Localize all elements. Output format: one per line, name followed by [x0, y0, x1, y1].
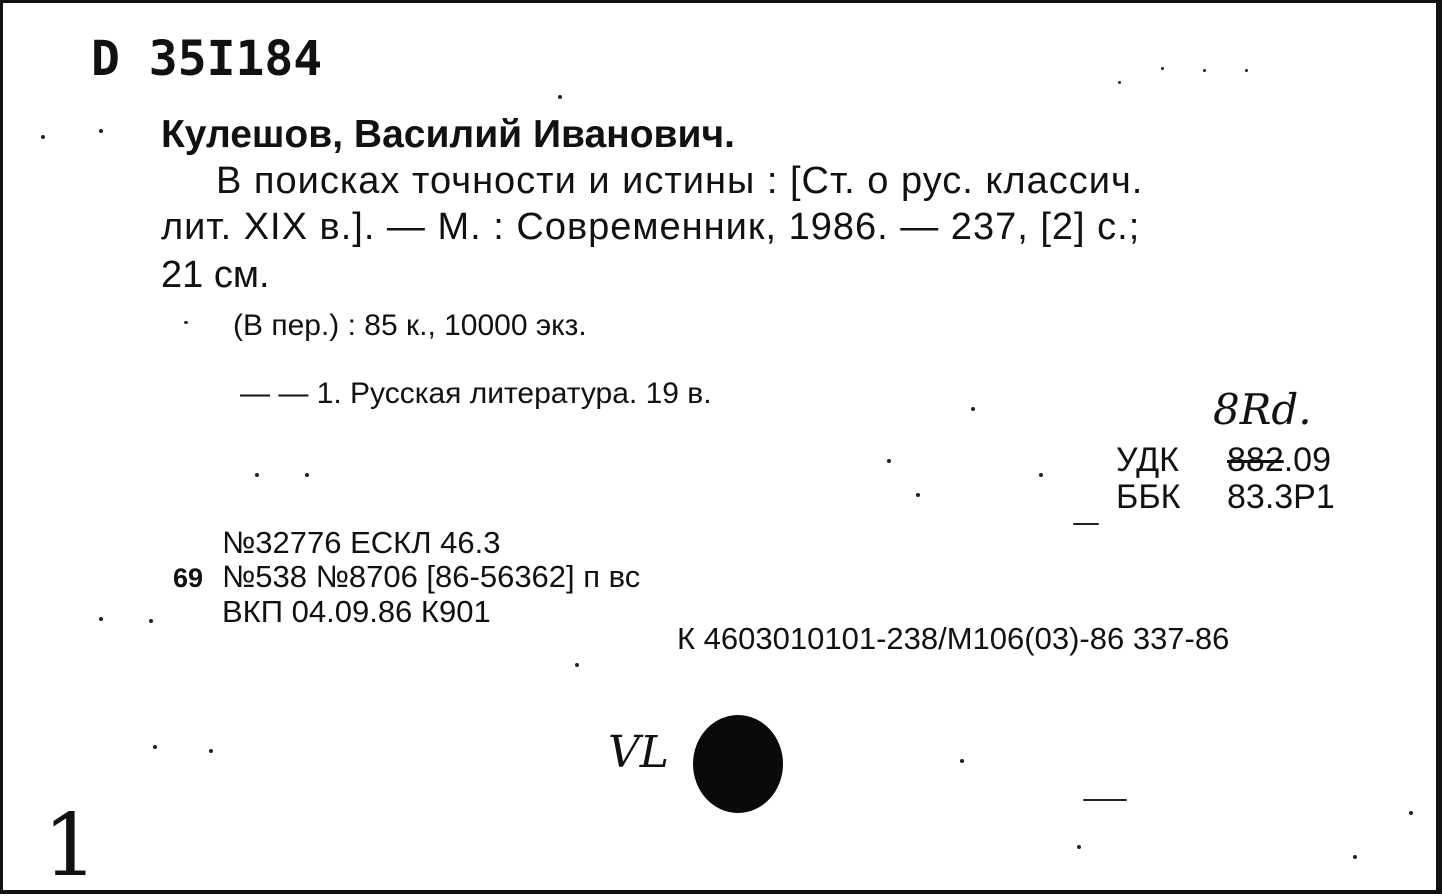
scan-speck — [1077, 845, 1081, 849]
scan-speck — [916, 493, 920, 497]
scan-speck — [887, 459, 891, 463]
scan-speck — [558, 95, 562, 99]
title-line-2: лит. XIX в.]. — М. : Современник, 1986. — 237, [2] с.; — [161, 206, 1141, 248]
scan-speck — [1409, 811, 1413, 815]
bbk-value: 83.3Р1 — [1227, 478, 1335, 516]
scan-speck — [1161, 67, 1164, 70]
scan-speck — [575, 663, 579, 667]
scan-speck — [1073, 523, 1099, 525]
scan-speck — [41, 135, 45, 139]
udk-value — [1227, 443, 1331, 477]
udk-struck-digits: 882 — [1227, 441, 1284, 479]
scan-speck — [1245, 69, 1248, 72]
scan-speck — [149, 619, 153, 623]
udk-label: УДК — [1116, 441, 1179, 479]
author-heading: Кулешов, Василий Иванович. — [161, 113, 735, 156]
scan-speck — [184, 321, 188, 324]
bbk-label: ББК — [1116, 478, 1181, 516]
scan-speck — [1353, 855, 1357, 859]
punch-hole — [693, 715, 783, 813]
scan-speck — [1083, 799, 1127, 801]
call-number: D 35I184 — [91, 31, 323, 87]
subject-heading: — — 1. Русская литература. 19 в. — [240, 377, 712, 410]
scan-speck — [99, 617, 103, 621]
scan-speck — [1203, 69, 1206, 72]
record-line-3: ВКП 04.09.86 К901 — [222, 594, 491, 629]
scan-speck — [99, 129, 103, 133]
title-line-1: В поисках точности и истины : [Ст. о рус. классич. — [216, 160, 1144, 202]
scan-speck — [255, 473, 259, 477]
title-line-3: 21 см. — [161, 254, 270, 296]
record-line-1: №32776 ЕСКЛ 46.3 — [222, 525, 501, 560]
scan-speck — [1039, 473, 1043, 477]
handwritten-udk-note: 8Rd. — [1213, 385, 1312, 434]
catalog-code: К 4603010101-238/М106(03)-86 337-86 — [677, 621, 1230, 656]
record-prefix: 69 — [173, 563, 204, 593]
record-line-2: №538 №8706 [86-56362] п вс — [222, 559, 641, 594]
scan-speck — [971, 407, 975, 411]
scan-speck — [209, 749, 213, 753]
udk-suffix: .09 — [1283, 441, 1331, 479]
handwritten-initials: VL — [608, 727, 669, 778]
handwritten-number: 1 — [43, 796, 98, 896]
scan-speck — [305, 473, 309, 477]
binding-price: (В пер.) : 85 к., 10000 экз. — [233, 309, 587, 342]
scan-speck — [1118, 81, 1121, 84]
scan-speck — [153, 745, 157, 749]
scan-speck — [960, 759, 964, 763]
